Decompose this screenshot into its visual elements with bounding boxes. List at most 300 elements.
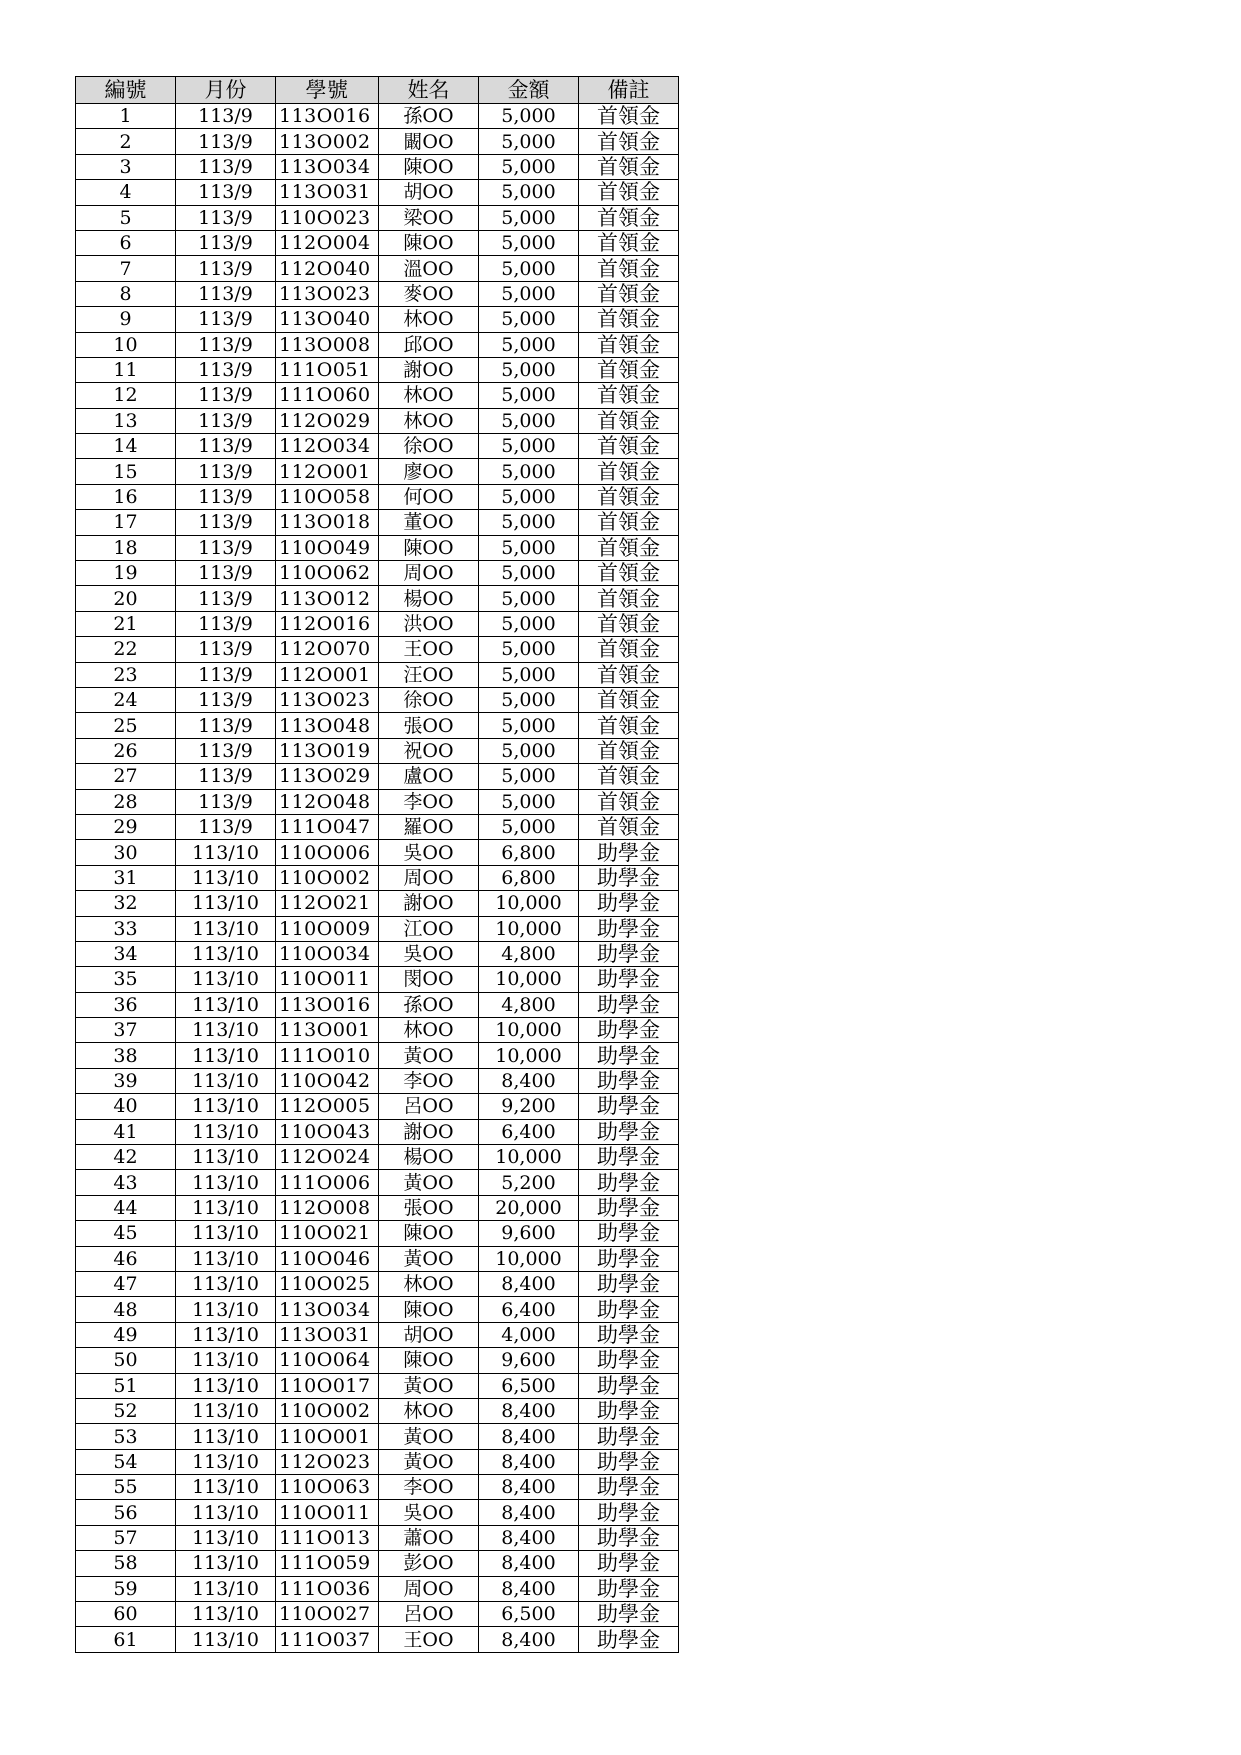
cell-note: 首領金 bbox=[579, 459, 679, 484]
cell-name: 陳OO bbox=[379, 154, 479, 179]
cell-name: 彭OO bbox=[379, 1551, 479, 1576]
cell-note: 助學金 bbox=[579, 941, 679, 966]
cell-amount: 8,400 bbox=[479, 1271, 579, 1296]
cell-student-id: 110O011 bbox=[276, 1500, 379, 1525]
table-row bbox=[76, 687, 679, 712]
table-row bbox=[76, 941, 679, 966]
cell-student-id: 111O036 bbox=[276, 1576, 379, 1601]
table-row bbox=[76, 1627, 679, 1652]
cell-student-id: 113O008 bbox=[276, 332, 379, 357]
cell-student-id: 112O070 bbox=[276, 637, 379, 662]
cell-student-id: 112O004 bbox=[276, 230, 379, 255]
cell-student-id: 110O042 bbox=[276, 1068, 379, 1093]
cell-number: 58 bbox=[76, 1551, 176, 1576]
cell-number: 53 bbox=[76, 1424, 176, 1449]
cell-note: 助學金 bbox=[579, 1551, 679, 1576]
cell-number: 3 bbox=[76, 154, 176, 179]
cell-name: 胡OO bbox=[379, 180, 479, 205]
cell-month: 113/10 bbox=[176, 1018, 276, 1043]
cell-number: 46 bbox=[76, 1246, 176, 1271]
cell-student-id: 110O023 bbox=[276, 205, 379, 230]
cell-student-id: 111O013 bbox=[276, 1525, 379, 1550]
cell-amount: 5,000 bbox=[479, 434, 579, 459]
cell-note: 助學金 bbox=[579, 1271, 679, 1296]
cell-note: 首領金 bbox=[579, 738, 679, 763]
table-row bbox=[76, 205, 679, 230]
table-body bbox=[76, 104, 679, 1653]
cell-student-id: 110O002 bbox=[276, 1398, 379, 1423]
cell-amount: 5,000 bbox=[479, 510, 579, 535]
cell-amount: 8,400 bbox=[479, 1424, 579, 1449]
cell-note: 助學金 bbox=[579, 1145, 679, 1170]
cell-name: 梁OO bbox=[379, 205, 479, 230]
cell-name: 吳OO bbox=[379, 840, 479, 865]
cell-number: 15 bbox=[76, 459, 176, 484]
cell-name: 汪OO bbox=[379, 662, 479, 687]
cell-number: 44 bbox=[76, 1195, 176, 1220]
cell-name: 黃OO bbox=[379, 1449, 479, 1474]
cell-amount: 5,000 bbox=[479, 814, 579, 839]
cell-name: 楊OO bbox=[379, 586, 479, 611]
cell-student-id: 111O006 bbox=[276, 1170, 379, 1195]
cell-student-id: 110O021 bbox=[276, 1221, 379, 1246]
cell-month: 113/10 bbox=[176, 1271, 276, 1296]
cell-month: 113/10 bbox=[176, 1602, 276, 1627]
cell-student-id: 113O040 bbox=[276, 307, 379, 332]
cell-month: 113/9 bbox=[176, 586, 276, 611]
cell-name: 黃OO bbox=[379, 1424, 479, 1449]
cell-note: 首領金 bbox=[579, 535, 679, 560]
table-row bbox=[76, 256, 679, 281]
table-row bbox=[76, 1500, 679, 1525]
table-row bbox=[76, 865, 679, 890]
cell-student-id: 113O023 bbox=[276, 281, 379, 306]
cell-name: 蕭OO bbox=[379, 1525, 479, 1550]
cell-number: 32 bbox=[76, 891, 176, 916]
cell-name: 羅OO bbox=[379, 814, 479, 839]
cell-name: 李OO bbox=[379, 1475, 479, 1500]
table-row bbox=[76, 1297, 679, 1322]
cell-note: 首領金 bbox=[579, 256, 679, 281]
cell-month: 113/10 bbox=[176, 1195, 276, 1220]
cell-name: 祝OO bbox=[379, 738, 479, 763]
cell-number: 14 bbox=[76, 434, 176, 459]
cell-number: 2 bbox=[76, 129, 176, 154]
table-header bbox=[76, 77, 679, 104]
cell-month: 113/9 bbox=[176, 332, 276, 357]
cell-month: 113/10 bbox=[176, 1500, 276, 1525]
cell-amount: 5,000 bbox=[479, 357, 579, 382]
cell-amount: 20,000 bbox=[479, 1195, 579, 1220]
cell-number: 54 bbox=[76, 1449, 176, 1474]
cell-month: 113/9 bbox=[176, 789, 276, 814]
cell-amount: 5,200 bbox=[479, 1170, 579, 1195]
cell-month: 113/9 bbox=[176, 535, 276, 560]
cell-amount: 5,000 bbox=[479, 561, 579, 586]
cell-name: 邱OO bbox=[379, 332, 479, 357]
cell-month: 113/9 bbox=[176, 611, 276, 636]
cell-name: 董OO bbox=[379, 510, 479, 535]
cell-student-id: 112O024 bbox=[276, 1145, 379, 1170]
cell-number: 1 bbox=[76, 104, 176, 129]
cell-number: 31 bbox=[76, 865, 176, 890]
cell-number: 57 bbox=[76, 1525, 176, 1550]
cell-month: 113/9 bbox=[176, 662, 276, 687]
cell-note: 首領金 bbox=[579, 484, 679, 509]
cell-number: 48 bbox=[76, 1297, 176, 1322]
cell-note: 首領金 bbox=[579, 332, 679, 357]
table-row bbox=[76, 611, 679, 636]
cell-student-id: 112O001 bbox=[276, 662, 379, 687]
cell-number: 51 bbox=[76, 1373, 176, 1398]
cell-student-id: 113O012 bbox=[276, 586, 379, 611]
cell-amount: 8,400 bbox=[479, 1627, 579, 1652]
table-row bbox=[76, 1322, 679, 1347]
cell-note: 首領金 bbox=[579, 510, 679, 535]
cell-number: 28 bbox=[76, 789, 176, 814]
table-row bbox=[76, 1145, 679, 1170]
cell-number: 17 bbox=[76, 510, 176, 535]
cell-student-id: 111O037 bbox=[276, 1627, 379, 1652]
cell-amount: 5,000 bbox=[479, 332, 579, 357]
cell-note: 助學金 bbox=[579, 1602, 679, 1627]
cell-amount: 5,000 bbox=[479, 459, 579, 484]
cell-note: 助學金 bbox=[579, 1500, 679, 1525]
cell-student-id: 110O017 bbox=[276, 1373, 379, 1398]
cell-name: 闞OO bbox=[379, 129, 479, 154]
cell-name: 陳OO bbox=[379, 1221, 479, 1246]
cell-student-id: 112O021 bbox=[276, 891, 379, 916]
table-row bbox=[76, 916, 679, 941]
cell-amount: 5,000 bbox=[479, 738, 579, 763]
cell-number: 23 bbox=[76, 662, 176, 687]
cell-month: 113/10 bbox=[176, 1145, 276, 1170]
cell-student-id: 110O011 bbox=[276, 967, 379, 992]
cell-name: 盧OO bbox=[379, 764, 479, 789]
cell-note: 助學金 bbox=[579, 840, 679, 865]
header-number: 編號 bbox=[76, 77, 176, 104]
cell-month: 113/9 bbox=[176, 637, 276, 662]
cell-amount: 10,000 bbox=[479, 1246, 579, 1271]
table-row bbox=[76, 1525, 679, 1550]
cell-number: 18 bbox=[76, 535, 176, 560]
cell-month: 113/9 bbox=[176, 713, 276, 738]
cell-note: 助學金 bbox=[579, 1018, 679, 1043]
cell-note: 首領金 bbox=[579, 764, 679, 789]
cell-name: 黃OO bbox=[379, 1170, 479, 1195]
cell-name: 徐OO bbox=[379, 687, 479, 712]
cell-number: 60 bbox=[76, 1602, 176, 1627]
cell-note: 首領金 bbox=[579, 814, 679, 839]
cell-student-id: 112O048 bbox=[276, 789, 379, 814]
cell-student-id: 113O019 bbox=[276, 738, 379, 763]
cell-name: 林OO bbox=[379, 307, 479, 332]
cell-number: 9 bbox=[76, 307, 176, 332]
cell-student-id: 110O001 bbox=[276, 1424, 379, 1449]
cell-number: 33 bbox=[76, 916, 176, 941]
cell-student-id: 113O002 bbox=[276, 129, 379, 154]
cell-student-id: 110O006 bbox=[276, 840, 379, 865]
cell-amount: 4,800 bbox=[479, 941, 579, 966]
cell-number: 11 bbox=[76, 357, 176, 382]
cell-amount: 5,000 bbox=[479, 586, 579, 611]
cell-month: 113/10 bbox=[176, 1348, 276, 1373]
cell-student-id: 110O043 bbox=[276, 1119, 379, 1144]
cell-month: 113/9 bbox=[176, 814, 276, 839]
cell-name: 黃OO bbox=[379, 1373, 479, 1398]
table-row bbox=[76, 484, 679, 509]
header-note: 備註 bbox=[579, 77, 679, 104]
table-row bbox=[76, 1043, 679, 1068]
table-row bbox=[76, 1018, 679, 1043]
cell-note: 助學金 bbox=[579, 1373, 679, 1398]
cell-name: 何OO bbox=[379, 484, 479, 509]
cell-student-id: 113O018 bbox=[276, 510, 379, 535]
cell-note: 首領金 bbox=[579, 789, 679, 814]
table-row bbox=[76, 1398, 679, 1423]
cell-name: 張OO bbox=[379, 1195, 479, 1220]
cell-number: 7 bbox=[76, 256, 176, 281]
table-row bbox=[76, 154, 679, 179]
cell-month: 113/10 bbox=[176, 1551, 276, 1576]
cell-number: 59 bbox=[76, 1576, 176, 1601]
cell-number: 36 bbox=[76, 992, 176, 1017]
cell-name: 吳OO bbox=[379, 941, 479, 966]
cell-name: 黃OO bbox=[379, 1043, 479, 1068]
table-row bbox=[76, 1373, 679, 1398]
cell-month: 113/9 bbox=[176, 281, 276, 306]
cell-month: 113/10 bbox=[176, 1094, 276, 1119]
cell-month: 113/10 bbox=[176, 941, 276, 966]
cell-number: 47 bbox=[76, 1271, 176, 1296]
cell-month: 113/9 bbox=[176, 154, 276, 179]
cell-name: 洪OO bbox=[379, 611, 479, 636]
cell-month: 113/10 bbox=[176, 1068, 276, 1093]
cell-amount: 6,400 bbox=[479, 1119, 579, 1144]
cell-student-id: 113O016 bbox=[276, 992, 379, 1017]
table-row bbox=[76, 891, 679, 916]
cell-name: 胡OO bbox=[379, 1322, 479, 1347]
cell-month: 113/10 bbox=[176, 840, 276, 865]
cell-month: 113/10 bbox=[176, 1119, 276, 1144]
cell-number: 35 bbox=[76, 967, 176, 992]
table-row bbox=[76, 510, 679, 535]
table-row bbox=[76, 459, 679, 484]
cell-month: 113/9 bbox=[176, 129, 276, 154]
cell-student-id: 113O048 bbox=[276, 713, 379, 738]
cell-name: 李OO bbox=[379, 1068, 479, 1093]
cell-name: 張OO bbox=[379, 713, 479, 738]
cell-student-id: 111O060 bbox=[276, 383, 379, 408]
table-row bbox=[76, 1551, 679, 1576]
cell-amount: 5,000 bbox=[479, 687, 579, 712]
cell-name: 黃OO bbox=[379, 1246, 479, 1271]
cell-note: 首領金 bbox=[579, 687, 679, 712]
cell-amount: 5,000 bbox=[479, 713, 579, 738]
cell-student-id: 112O034 bbox=[276, 434, 379, 459]
cell-student-id: 110O025 bbox=[276, 1271, 379, 1296]
cell-number: 39 bbox=[76, 1068, 176, 1093]
cell-number: 52 bbox=[76, 1398, 176, 1423]
table-row bbox=[76, 1271, 679, 1296]
cell-note: 助學金 bbox=[579, 1449, 679, 1474]
header-amount: 金額 bbox=[479, 77, 579, 104]
table-row bbox=[76, 814, 679, 839]
table-row bbox=[76, 1170, 679, 1195]
cell-number: 10 bbox=[76, 332, 176, 357]
cell-number: 25 bbox=[76, 713, 176, 738]
cell-note: 首領金 bbox=[579, 713, 679, 738]
cell-note: 助學金 bbox=[579, 1119, 679, 1144]
table-row bbox=[76, 1576, 679, 1601]
cell-number: 27 bbox=[76, 764, 176, 789]
table-row bbox=[76, 1246, 679, 1271]
cell-month: 113/9 bbox=[176, 205, 276, 230]
cell-note: 助學金 bbox=[579, 1525, 679, 1550]
cell-amount: 8,400 bbox=[479, 1475, 579, 1500]
cell-amount: 5,000 bbox=[479, 662, 579, 687]
cell-number: 24 bbox=[76, 687, 176, 712]
cell-month: 113/10 bbox=[176, 1297, 276, 1322]
cell-number: 45 bbox=[76, 1221, 176, 1246]
table-row bbox=[76, 713, 679, 738]
cell-student-id: 111O051 bbox=[276, 357, 379, 382]
cell-note: 首領金 bbox=[579, 230, 679, 255]
cell-name: 廖OO bbox=[379, 459, 479, 484]
cell-month: 113/10 bbox=[176, 1322, 276, 1347]
cell-month: 113/9 bbox=[176, 256, 276, 281]
cell-note: 助學金 bbox=[579, 1322, 679, 1347]
table-row bbox=[76, 383, 679, 408]
cell-note: 助學金 bbox=[579, 891, 679, 916]
cell-month: 113/9 bbox=[176, 434, 276, 459]
cell-student-id: 110O009 bbox=[276, 916, 379, 941]
cell-number: 41 bbox=[76, 1119, 176, 1144]
cell-name: 謝OO bbox=[379, 1119, 479, 1144]
cell-month: 113/10 bbox=[176, 1627, 276, 1652]
cell-student-id: 110O034 bbox=[276, 941, 379, 966]
cell-amount: 8,400 bbox=[479, 1449, 579, 1474]
table-row bbox=[76, 738, 679, 763]
cell-note: 助學金 bbox=[579, 992, 679, 1017]
cell-number: 37 bbox=[76, 1018, 176, 1043]
cell-name: 周OO bbox=[379, 561, 479, 586]
table-row bbox=[76, 1475, 679, 1500]
cell-student-id: 111O059 bbox=[276, 1551, 379, 1576]
cell-note: 首領金 bbox=[579, 611, 679, 636]
cell-month: 113/10 bbox=[176, 1043, 276, 1068]
cell-note: 首領金 bbox=[579, 408, 679, 433]
table-row bbox=[76, 1424, 679, 1449]
cell-amount: 4,000 bbox=[479, 1322, 579, 1347]
cell-number: 4 bbox=[76, 180, 176, 205]
cell-note: 助學金 bbox=[579, 865, 679, 890]
cell-note: 助學金 bbox=[579, 967, 679, 992]
cell-name: 孫OO bbox=[379, 992, 479, 1017]
cell-amount: 5,000 bbox=[479, 104, 579, 129]
cell-amount: 6,800 bbox=[479, 840, 579, 865]
table-row bbox=[76, 561, 679, 586]
scholarship-table bbox=[75, 76, 679, 1653]
cell-amount: 5,000 bbox=[479, 637, 579, 662]
header-name: 姓名 bbox=[379, 77, 479, 104]
cell-note: 首領金 bbox=[579, 357, 679, 382]
cell-note: 助學金 bbox=[579, 1195, 679, 1220]
cell-month: 113/10 bbox=[176, 1449, 276, 1474]
cell-name: 陳OO bbox=[379, 1348, 479, 1373]
table-row bbox=[76, 332, 679, 357]
cell-note: 助學金 bbox=[579, 1576, 679, 1601]
cell-number: 20 bbox=[76, 586, 176, 611]
cell-note: 首領金 bbox=[579, 205, 679, 230]
table-row bbox=[76, 408, 679, 433]
cell-note: 首領金 bbox=[579, 307, 679, 332]
cell-month: 113/9 bbox=[176, 307, 276, 332]
cell-student-id: 110O062 bbox=[276, 561, 379, 586]
cell-student-id: 113O001 bbox=[276, 1018, 379, 1043]
cell-name: 王OO bbox=[379, 1627, 479, 1652]
cell-note: 助學金 bbox=[579, 1094, 679, 1119]
cell-amount: 8,400 bbox=[479, 1500, 579, 1525]
table-row bbox=[76, 230, 679, 255]
cell-month: 113/9 bbox=[176, 230, 276, 255]
cell-amount: 9,200 bbox=[479, 1094, 579, 1119]
table-row bbox=[76, 281, 679, 306]
cell-note: 首領金 bbox=[579, 281, 679, 306]
cell-amount: 6,400 bbox=[479, 1297, 579, 1322]
cell-month: 113/9 bbox=[176, 510, 276, 535]
cell-note: 助學金 bbox=[579, 916, 679, 941]
cell-amount: 4,800 bbox=[479, 992, 579, 1017]
table-row bbox=[76, 1449, 679, 1474]
cell-name: 周OO bbox=[379, 1576, 479, 1601]
cell-month: 113/9 bbox=[176, 180, 276, 205]
table-row bbox=[76, 1348, 679, 1373]
cell-month: 113/9 bbox=[176, 738, 276, 763]
cell-student-id: 113O029 bbox=[276, 764, 379, 789]
cell-note: 助學金 bbox=[579, 1043, 679, 1068]
cell-name: 林OO bbox=[379, 1271, 479, 1296]
table-row bbox=[76, 1068, 679, 1093]
cell-amount: 5,000 bbox=[479, 154, 579, 179]
cell-number: 12 bbox=[76, 383, 176, 408]
table-row bbox=[76, 180, 679, 205]
cell-note: 助學金 bbox=[579, 1297, 679, 1322]
cell-name: 周OO bbox=[379, 865, 479, 890]
cell-name: 呂OO bbox=[379, 1602, 479, 1627]
cell-month: 113/10 bbox=[176, 891, 276, 916]
cell-month: 113/9 bbox=[176, 408, 276, 433]
header-student-id: 學號 bbox=[276, 77, 379, 104]
cell-amount: 5,000 bbox=[479, 205, 579, 230]
cell-amount: 9,600 bbox=[479, 1348, 579, 1373]
cell-number: 34 bbox=[76, 941, 176, 966]
cell-amount: 5,000 bbox=[479, 180, 579, 205]
cell-note: 助學金 bbox=[579, 1398, 679, 1423]
cell-student-id: 112O023 bbox=[276, 1449, 379, 1474]
cell-student-id: 110O002 bbox=[276, 865, 379, 890]
cell-name: 陳OO bbox=[379, 1297, 479, 1322]
cell-name: 陳OO bbox=[379, 230, 479, 255]
cell-name: 林OO bbox=[379, 383, 479, 408]
cell-number: 61 bbox=[76, 1627, 176, 1652]
cell-month: 113/10 bbox=[176, 1373, 276, 1398]
cell-number: 56 bbox=[76, 1500, 176, 1525]
cell-student-id: 113O031 bbox=[276, 180, 379, 205]
cell-month: 113/10 bbox=[176, 1525, 276, 1550]
table-row bbox=[76, 1195, 679, 1220]
table-row bbox=[76, 992, 679, 1017]
